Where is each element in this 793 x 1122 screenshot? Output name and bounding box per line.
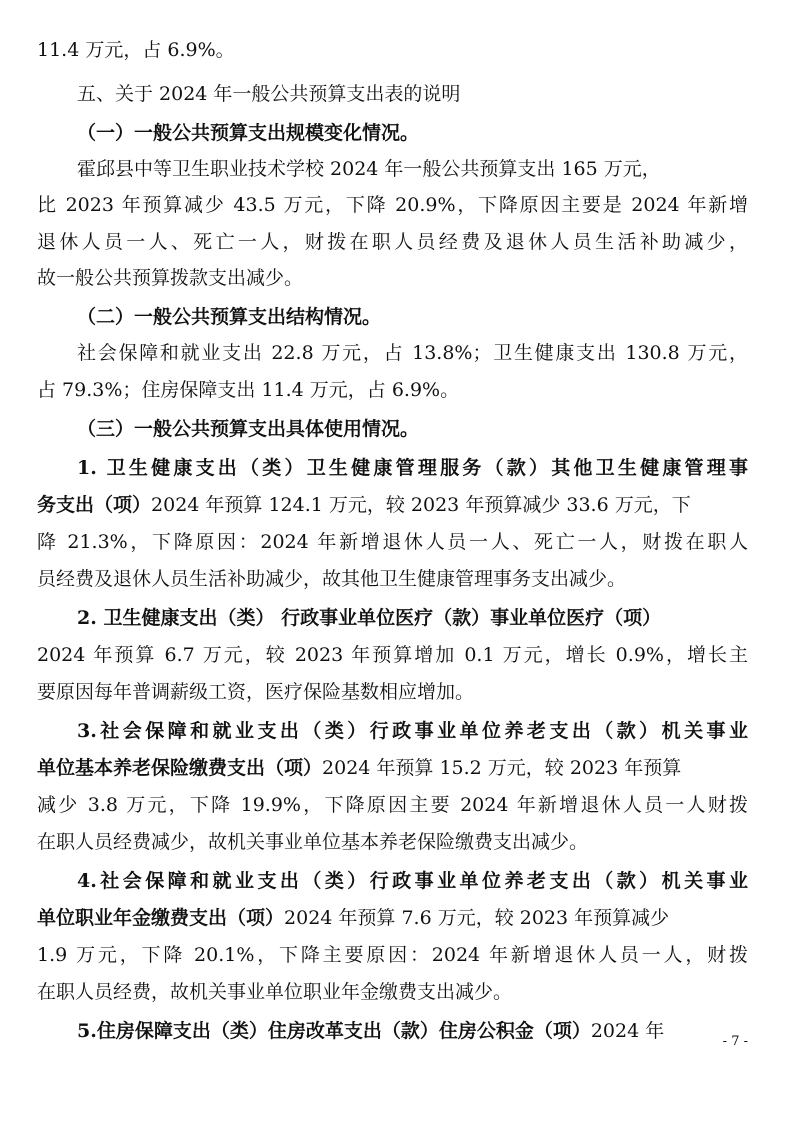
- item-heading: 4.社会保障和就业支出（类）行政事业单位养老支出（款）机关事业: [77, 870, 748, 892]
- text-line: [0, 755, 793, 781]
- text-line: 2024 年预算 6.7 万元，较 2023 年预算增加 0.1 万元，增长 0.9%，增长主: [37, 644, 748, 666]
- text-run: 2024 年预算 15.2 万元，较 2023 年预算: [322, 757, 682, 779]
- text-line: 霍邱县中等卫生职业技术学校 2024 年一般公共预算支出 165 万元，: [77, 158, 661, 180]
- item-heading-end: 单位职业年金缴费支出（项）: [37, 907, 285, 929]
- item-heading: 3.社会保障和就业支出（类）行政事业单位养老支出（款）机关事业: [77, 720, 748, 742]
- item-heading-end: 务支出（项）: [37, 494, 152, 516]
- text-line: 故一般公共预算拨款支出减少。: [37, 267, 304, 289]
- text-line: 员经费及退休人员生活补助减少，故其他卫生健康管理事务支出减少。: [37, 568, 627, 590]
- text-line: 比 2023 年预算减少 43.5 万元，下降 20.9%，下降原因主要是 2024 年新增: [37, 194, 748, 216]
- subsection-heading: （一）一般公共预算支出规模变化情况。: [77, 122, 420, 144]
- subsection-heading: （二）一般公共预算支出结构情况。: [77, 306, 382, 328]
- item-heading-end: 单位基本养老保险缴费支出（项）: [37, 757, 323, 779]
- text-line: 退休人员一人、死亡一人，财拨在职人员经费及退休人员生活补助减少，: [37, 231, 748, 253]
- text-line: 11.4 万元，占 6.9%。: [37, 39, 235, 61]
- text-line: 在职人员经费减少，故机关事业单位基本养老保险缴费支出减少。: [37, 831, 589, 853]
- text-line: [0, 905, 793, 931]
- text-line: [0, 492, 793, 518]
- item-heading: 2. 卫生健康支出（类） 行政事业单位医疗（款）事业单位医疗（项）: [77, 607, 662, 629]
- text-line: 1.9 万元，下降 20.1%，下降主要原因：2024 年新增退休人员一人，财拨: [37, 944, 748, 966]
- text-line: 占 79.3%；住房保障支出 11.4 万元，占 6.9%。: [37, 379, 460, 401]
- text-run: 2024 年预算 7.6 万元，较 2023 年预算减少: [284, 907, 670, 929]
- item-heading: 1. 卫生健康支出（类）卫生健康管理服务（款）其他卫生健康管理事: [77, 457, 748, 479]
- text-line: 要原因每年普调薪级工资，医疗保险基数相应增加。: [37, 681, 475, 703]
- text-line: 在职人员经费，故机关事业单位职业年金缴费支出减少。: [37, 981, 513, 1003]
- page-number: - 7 -: [722, 1034, 748, 1049]
- text-line: 减少 3.8 万元，下降 19.9%，下降原因主要 2024 年新增退休人员一人财拨: [37, 794, 748, 816]
- text-line: 社会保障和就业支出 22.8 万元，占 13.8%；卫生健康支出 130.8 万元，: [77, 342, 748, 364]
- text-run: 2024 年: [590, 1020, 665, 1042]
- text-run: 2024 年预算 124.1 万元，较 2023 年预算减少 33.6 万元，下: [151, 494, 691, 516]
- item-heading: 5.住房保障支出（类）住房改革支出（款）住房公积金（项）: [77, 1020, 591, 1042]
- section-heading: 五、关于 2024 年一般公共预算支出表的说明: [77, 83, 461, 105]
- text-line: [0, 1018, 793, 1044]
- text-line: 降 21.3%，下降原因：2024 年新增退休人员一人、死亡一人，财拨在职人: [37, 531, 748, 553]
- subsection-heading: （三）一般公共预算支出具体使用情况。: [77, 418, 420, 440]
